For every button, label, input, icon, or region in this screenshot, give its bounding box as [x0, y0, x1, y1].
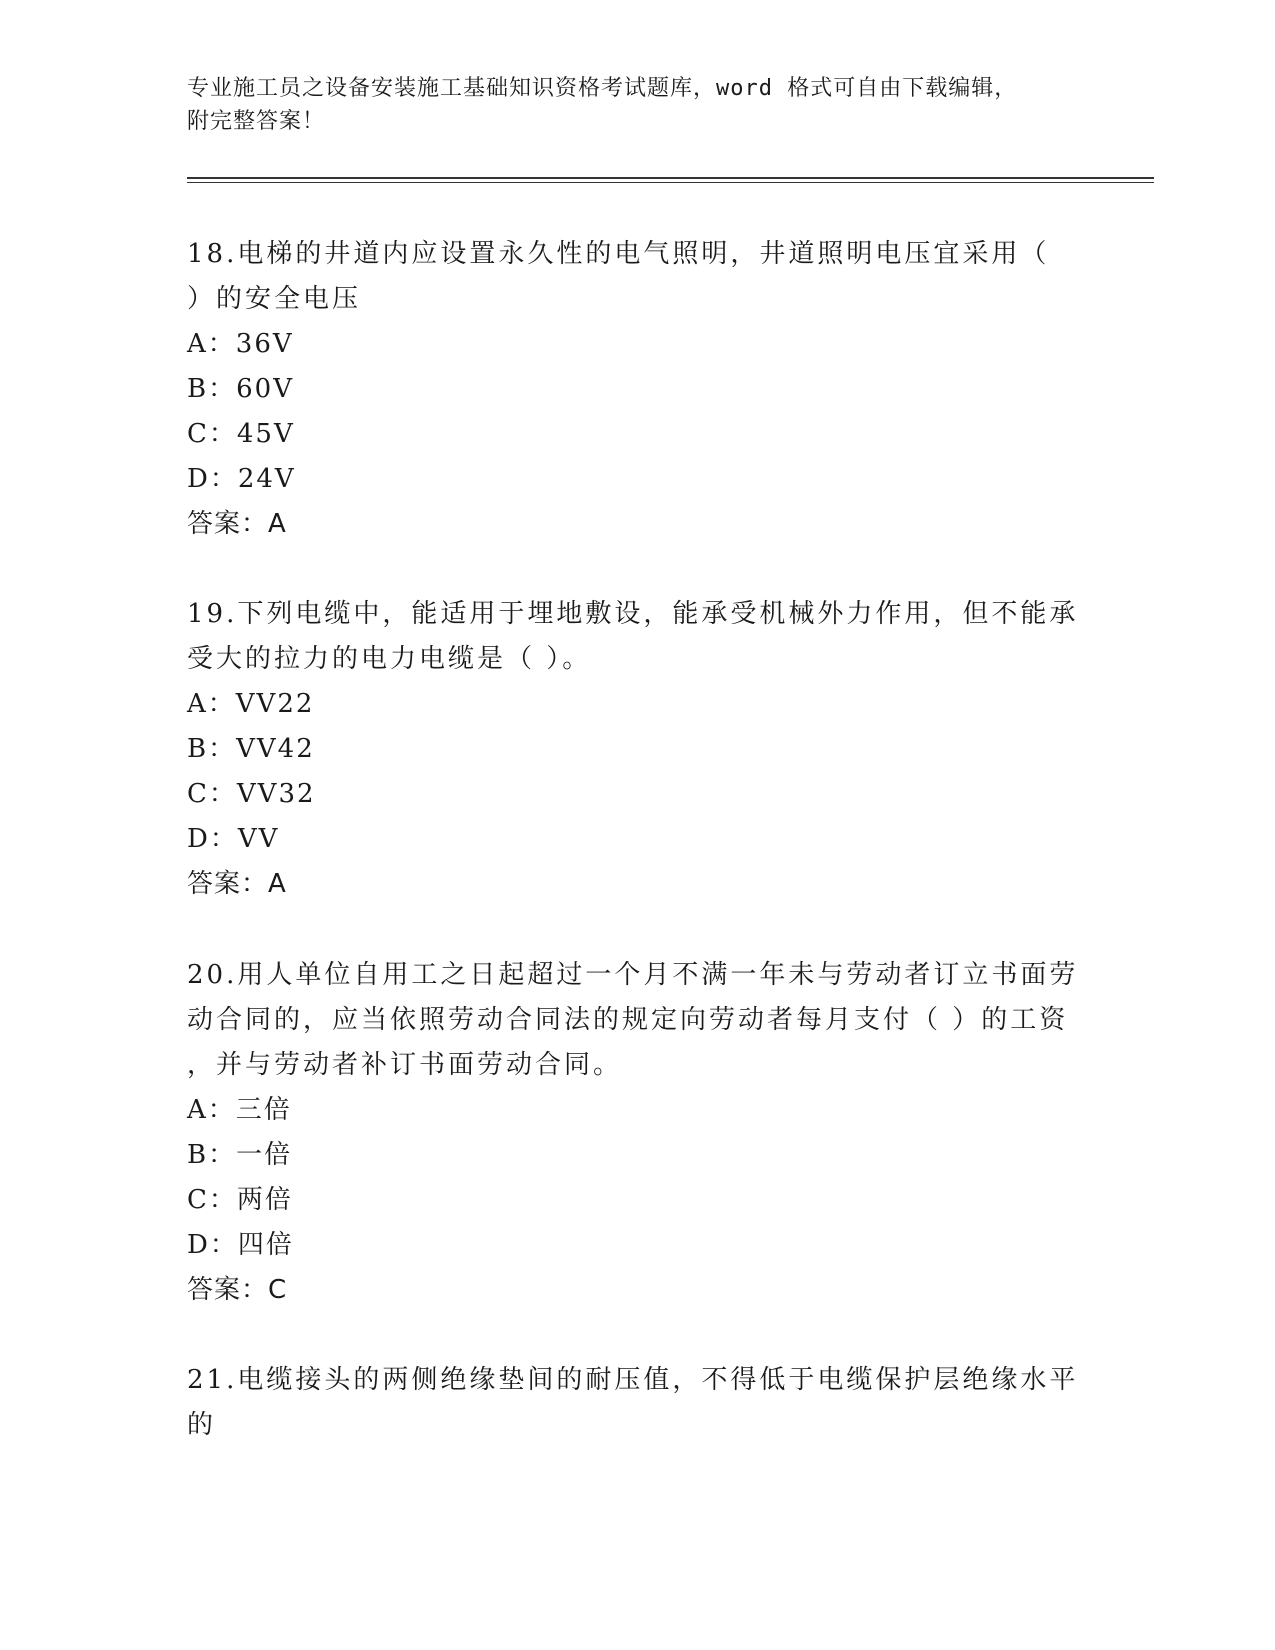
question-text-line: 的 [187, 1410, 217, 1440]
document-header [187, 72, 1067, 138]
option-d: D：VV [187, 824, 280, 854]
header-divider-thin [187, 182, 1154, 183]
answer: 答案：A [187, 509, 287, 539]
question-text-line: ）的安全电压 [187, 284, 362, 314]
header-divider-thick [187, 177, 1154, 179]
option-b: B：60V [187, 374, 294, 404]
question-text-line: ，并与劳动者补订书面劳动合同。 [187, 1050, 623, 1080]
option-a: A：VV22 [187, 689, 315, 719]
question-text-line: 19.下列电缆中，能适用于埋地敷设，能承受机械外力作用，但不能承 [187, 599, 1079, 629]
header-line-2: 附完整答案！ [187, 109, 326, 134]
option-c: C：45V [187, 419, 295, 449]
option-b: B：VV42 [187, 734, 315, 764]
option-c: C：两倍 [187, 1185, 293, 1215]
question-21 [187, 1358, 1087, 1448]
question-text-line: 受大的拉力的电力电缆是（ ）。 [187, 644, 592, 674]
question-19 [187, 592, 1087, 907]
option-a: A：36V [187, 329, 294, 359]
option-b: B：一倍 [187, 1140, 293, 1170]
question-text-line: 20.用人单位自用工之日起超过一个月不满一年未与劳动者订立书面劳 [187, 960, 1079, 990]
question-text-line: 动合同的，应当依照劳动合同法的规定向劳动者每月支付（ ）的工资 [187, 1005, 1069, 1035]
question-20 [187, 953, 1087, 1313]
question-text-line: 21.电缆接头的两侧绝缘垫间的耐压值，不得低于电缆保护层绝缘水平 [187, 1365, 1079, 1395]
option-c: C：VV32 [187, 779, 316, 809]
answer: 答案：A [187, 869, 287, 899]
question-18 [187, 232, 1087, 547]
option-a: A：三倍 [187, 1095, 292, 1125]
option-d: D：24V [187, 464, 296, 494]
option-d: D：四倍 [187, 1230, 294, 1260]
answer: 答案：C [187, 1275, 288, 1305]
header-line-1: 专业施工员之设备安装施工基础知识资格考试题库，word 格式可自由下载编辑， [187, 76, 1018, 101]
question-text-line: 18.电梯的井道内应设置永久性的电气照明，井道照明电压宜采用（ [187, 239, 1050, 269]
